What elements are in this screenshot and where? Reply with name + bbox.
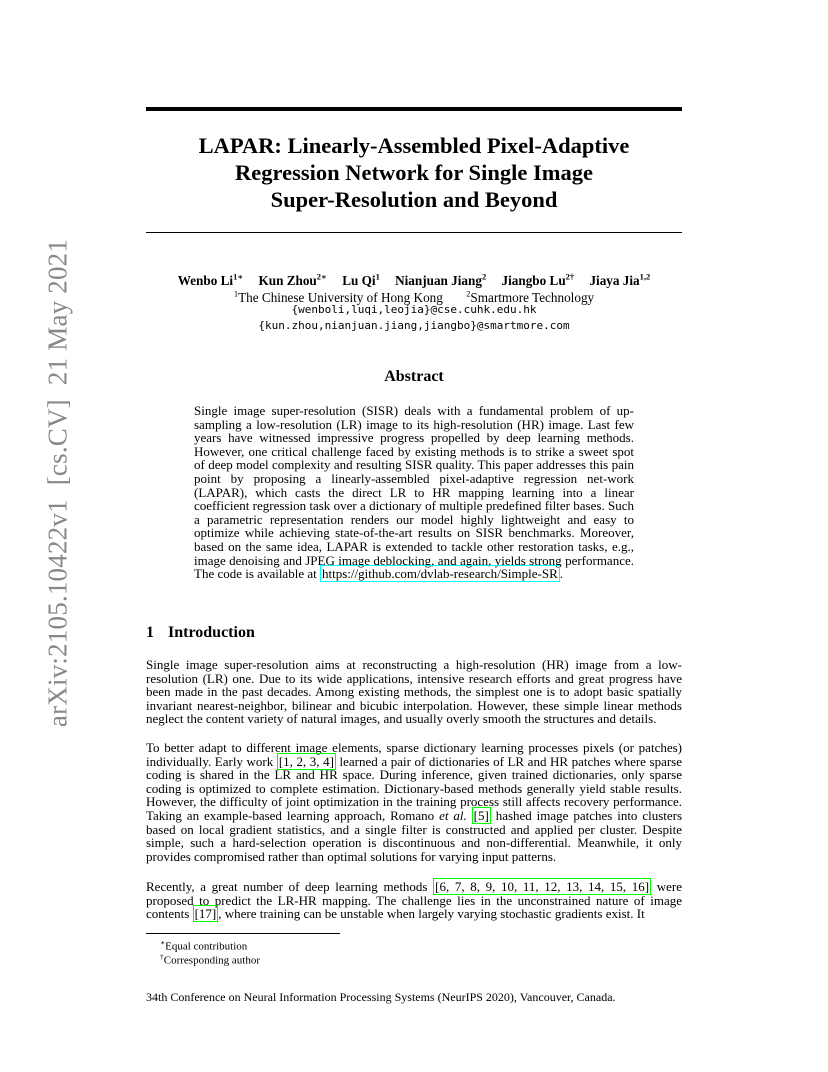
citation-link[interactable]: [17] (194, 906, 217, 922)
author: Lu Qi$^1$ (342, 272, 380, 289)
title-line-3: Super-Resolution and Beyond (270, 187, 558, 212)
email-smartmore: {kun.zhou,nianjuan.jiang,jiangbo}@smartmore.com (258, 319, 570, 332)
abstract-text: Single image super-resolution (SISR) deals with a fundamental problem of up-sampling a low-resolution (LR) image to its high-resolution (HR) image. Last few years have witnessed impressive progress propelled by deep learning methods. However, one critical challenge faced by existing methods is to strike a sweet spot of deep model complexity and resulting SISR quality. This paper addresses this pain point by proposing a linearly-assembled pixel-adaptive regression net-work (LAPAR), which casts the direct LR to HR mapping learning into a linear coefficient regression task over a dictionary of multiple predefined filter bases. Such a parametric representation renders our model highly lightweight and easy to optimize while achieving state-of-the-art results on SISR benchmarks. Moreover, based on the same idea, LAPAR is extended to tackle other restoration tasks, e.g., image denoising and JPEG image deblocking, and again, yields strong performance. The code is available at (194, 403, 634, 582)
footnote-corresponding-author: †Corresponding author (160, 952, 260, 967)
arxiv-category: [cs.CV] (42, 399, 73, 486)
section-title: Introduction (168, 624, 255, 641)
citation-link[interactable]: [1, 2, 3, 4] (278, 753, 334, 769)
section-heading-introduction (146, 624, 255, 642)
intro-paragraph-2: To better adapt to different image elements, sparse dictionary learning processes pixels (or patches) individually. Early work [1, 2, 3, 4] learned a pair of dictionaries of LR and HR patches where sparse coding is shared in the LR and HR space. During inference, given trained dictionaries, only sparse coding is optimized to complete estimation. Dictionary-based methods generally yield stable results. However, the difficulty of joint optimization in the training process still affects recovery performance. Taking an example-based learning approach, Romano et al. [5] hashed image patches into clusters based on local gradient statistics, and a single filter is constructed and applied per cluster. Despite simple, such a hard-selection operation is discontinuous and non-differential. Meanwhile, it only provides compromised rather than optimal solutions for varying input patterns. (146, 740, 683, 864)
section-number: 1 (146, 624, 154, 641)
intro-paragraph-3: Recently, a great number of deep learning methods [6, 7, 8, 9, 10, 11, 12, 13, 14, 15, 16] were proposed to predict the LR-HR mapping. The challenge lies in the unconstrained nature of image contents [17] , where training can be unstable when largely varying stochastic gradients exist. It (146, 879, 683, 922)
affiliation: $^2$Smartmore Technology (466, 289, 595, 306)
citation-link[interactable]: [5] (473, 807, 489, 823)
title-bottom-rule (146, 232, 682, 233)
footnote-rule (146, 933, 340, 934)
conference-note: 34th Conference on Neural Information Processing Systems (NeurIPS 2020), Vancouver, Canada. (146, 990, 616, 1004)
abstract-heading: Abstract (384, 368, 444, 385)
affiliation: $^1$The Chinese University of Hong Kong (233, 289, 443, 306)
author: Wenbo $Li^{1∗}$ (177, 272, 244, 289)
citation-link[interactable]: [6, 7, 8, 9, 10, 11, 12, 13, 14, 15, 16] (435, 879, 650, 894)
author: Nianjuan Jiang$^2$ (395, 272, 487, 289)
arxiv-id: arXiv:2105.10422v1 (42, 499, 73, 728)
abstract-body: Single image super-resolution (SISR) deals with a fundamental problem of up-sampling a low-resolution (LR) image to its high-resolution (HR) image. Last few years have witnessed impressive progress propelled by deep learning methods. However, one critical challenge faced by existing methods is to strike a sweet spot of deep model complexity and resulting SISR quality. This paper addresses this pain point by proposing a linearly-assembled pixel-adaptive regression net-work (LAPAR), which casts the direct LR to HR mapping learning into a linear coefficient regression task over a dictionary of multiple predefined filter bases. Such a parametric representation renders our model highly lightweight and easy to optimize while achieving state-of-the-art results on SISR benchmarks. Moreover, based on the same idea, LAPAR is extended to tackle other restoration tasks, e.g., image denoising and JPEG image deblocking, and again, yields strong performance. The code is available at https://github.com/dvlab-research/Simple-SR . (194, 403, 634, 582)
paper-title (150, 132, 678, 213)
author: Kun Zhou$^{2∗}$ (258, 272, 327, 289)
footnote-equal-contribution: ∗Equal contribution (160, 938, 248, 953)
arxiv-date: 21 May 2021 (42, 238, 73, 386)
author: Jiaya Jia$^{1,2}$ (589, 272, 651, 289)
author: Jiangbo $Lu^{2\dagger}$ (501, 272, 575, 289)
email-cuhk: {wenboli,luqi,leojia}@cse.cuhk.edu.hk (291, 303, 537, 316)
intro-paragraph-1: Single image super-resolution aims at reconstructing a high-resolution (HR) image from a low-resolution (LR) one. Due to its wide applications, intensive research efforts and great progress have been made in the past decades. Among existing methods, the simplest one is to adopt basic spatially invariant nearest-neighbor, bilinear and bicubic interpolation. However, these simple linear methods neglect the content variety of natural images, and usually overly smooth the structures and details. (146, 657, 682, 727)
arxiv-stamp (43, 225, 74, 727)
title-line-1: LAPAR: Linearly-Assembled Pixel-Adaptive (198, 133, 630, 158)
title-top-rule (146, 107, 682, 111)
title-line-2: Regression Network for Single Image (235, 160, 593, 185)
code-link[interactable]: https://github.com/dvlab-research/Simple-SR (321, 566, 558, 582)
